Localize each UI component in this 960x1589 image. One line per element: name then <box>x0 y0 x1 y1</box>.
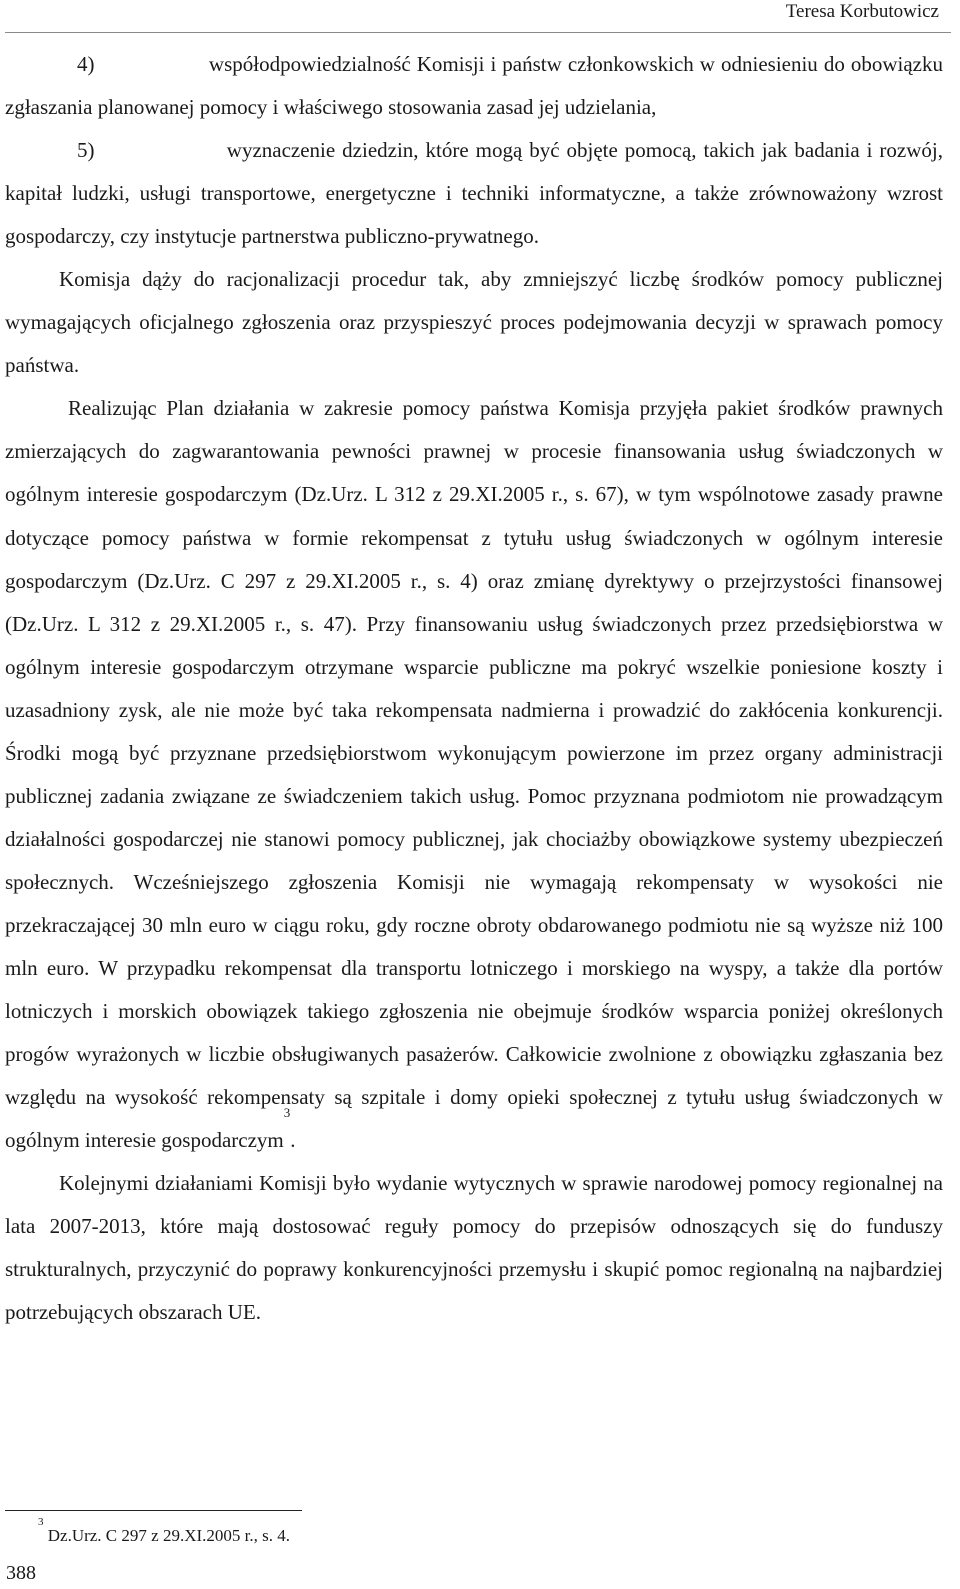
list-item-4: 4) współodpowiedzialność Komisji i państw członkowskich w odniesieniu do obowiązku zgłaszania planowanej pomocy i właściwego stosowania zasad jej udzielania, <box>5 52 943 120</box>
footnote <box>38 1516 290 1547</box>
paragraph-regional-aid: Kolejnymi działaniami Komisji było wydanie wytycznych w sprawie narodowej pomocy regionalnej na lata 2007-2013, które mają dostosować reguły pomocy do przepisów odnoszących się do funduszy strukturalnych, przyczynić do poprawy konkurencyjności przemysłu i skupić pomoc regionalną na najbardziej potrzebujących obszarach UE. <box>5 1171 943 1325</box>
footnote-reference[interactable]: 3 <box>283 1105 291 1121</box>
footnote-text: Dz.Urz. C 297 z 29.XI.2005 r., s. 4. <box>43 1526 290 1545</box>
footnote-separator <box>5 1510 302 1511</box>
document-body <box>5 43 943 1334</box>
footnote-marker: 3 <box>38 1516 44 1528</box>
paragraph-action-plan-end: . <box>290 1128 296 1153</box>
page-number: 388 <box>6 1562 36 1584</box>
header-author: Teresa Korbutowicz <box>785 1 939 22</box>
list-item-5: 5) wyznaczenie dziedzin, które mogą być objęte pomocą, takich jak badania i rozwój, kapitał ludzki, usługi transportowe, energetyczne i techniki informatyczne, a także zrównoważony wzrost gospodarczy, czy instytucje partnerstwa publiczno-prywatnego. <box>5 138 943 249</box>
paragraph-action-plan <box>5 387 943 1162</box>
paragraph-action-plan-text: Realizując Plan działania w zakresie pomocy państwa Komisja przyjęła pakiet środków prawnych zmierzających do zagwarantowania pewności prawnej w procesie finansowania usług świadczonych w ogólnym interesie gospodarczym (Dz.Urz. L 312 z 29.XI.2005 r., s. 67), w tym wspólnotowe zasady prawne dotyczące pomocy państwa w formie rekompensat z tytułu usług świadczonych w ogólnym interesie gospodarczym (Dz.Urz. C 297 z 29.XI.2005 r., s. 4) oraz zmianę dyrektywy o przejrzystości finansowej (Dz.Urz. L 312 z 29.XI.2005 r., s. 47). Przy finansowaniu usług świadczonych przez przedsiębiorstwa w ogólnym interesie gospodarczym otrzymane wsparcie publiczne ma pokryć wszelkie poniesione koszty i uzasadniony zysk, ale nie może być taka rekompensata nadmierna i prowadzić do zakłócenia konkurencji. Środki mogą być przyznane przedsiębiorstwom wykonującym powierzone im przez organy administracji publicznej zadania związane ze świadczeniem takich usług. Pomoc przyznana podmiotom nie prowadzącym działalności gospodarczej nie stanowi pomocy publicznej, jak chociażby obowiązkowe systemy ubezpieczeń społecznych. Wcześniejszego zgłoszenia Komisji nie wymagają rekompensaty w wysokości nie przekraczającej 30 mln euro w ciągu roku, gdy roczne obroty obdarowanego podmiotu nie są wyższe niż 100 mln euro. W przypadku rekompensat dla transportu lotniczego i morskiego na wyspy, a także dla portów lotniczych i morskich obowiązek takiego zgłoszenia nie obejmuje środków wsparcia poniżej określonych progów wyrażonych w liczbie obsługiwanych pasażerów. Całkowicie zwolnione z obowiązku zgłaszania bez względu na wysokość rekompensaty są szpitale i domy opieki społecznej z tytułu usług świadczonych w ogólnym interesie gospodarczym <box>5 396 943 1153</box>
paragraph-procedures: Komisja dąży do racjonalizacji procedur tak, aby zmniejszyć liczbę środków pomocy publicznej wymagających oficjalnego zgłoszenia oraz przyspieszyć proces podejmowania decyzji w sprawach pomocy państwa. <box>5 267 943 378</box>
page-header <box>5 0 951 33</box>
